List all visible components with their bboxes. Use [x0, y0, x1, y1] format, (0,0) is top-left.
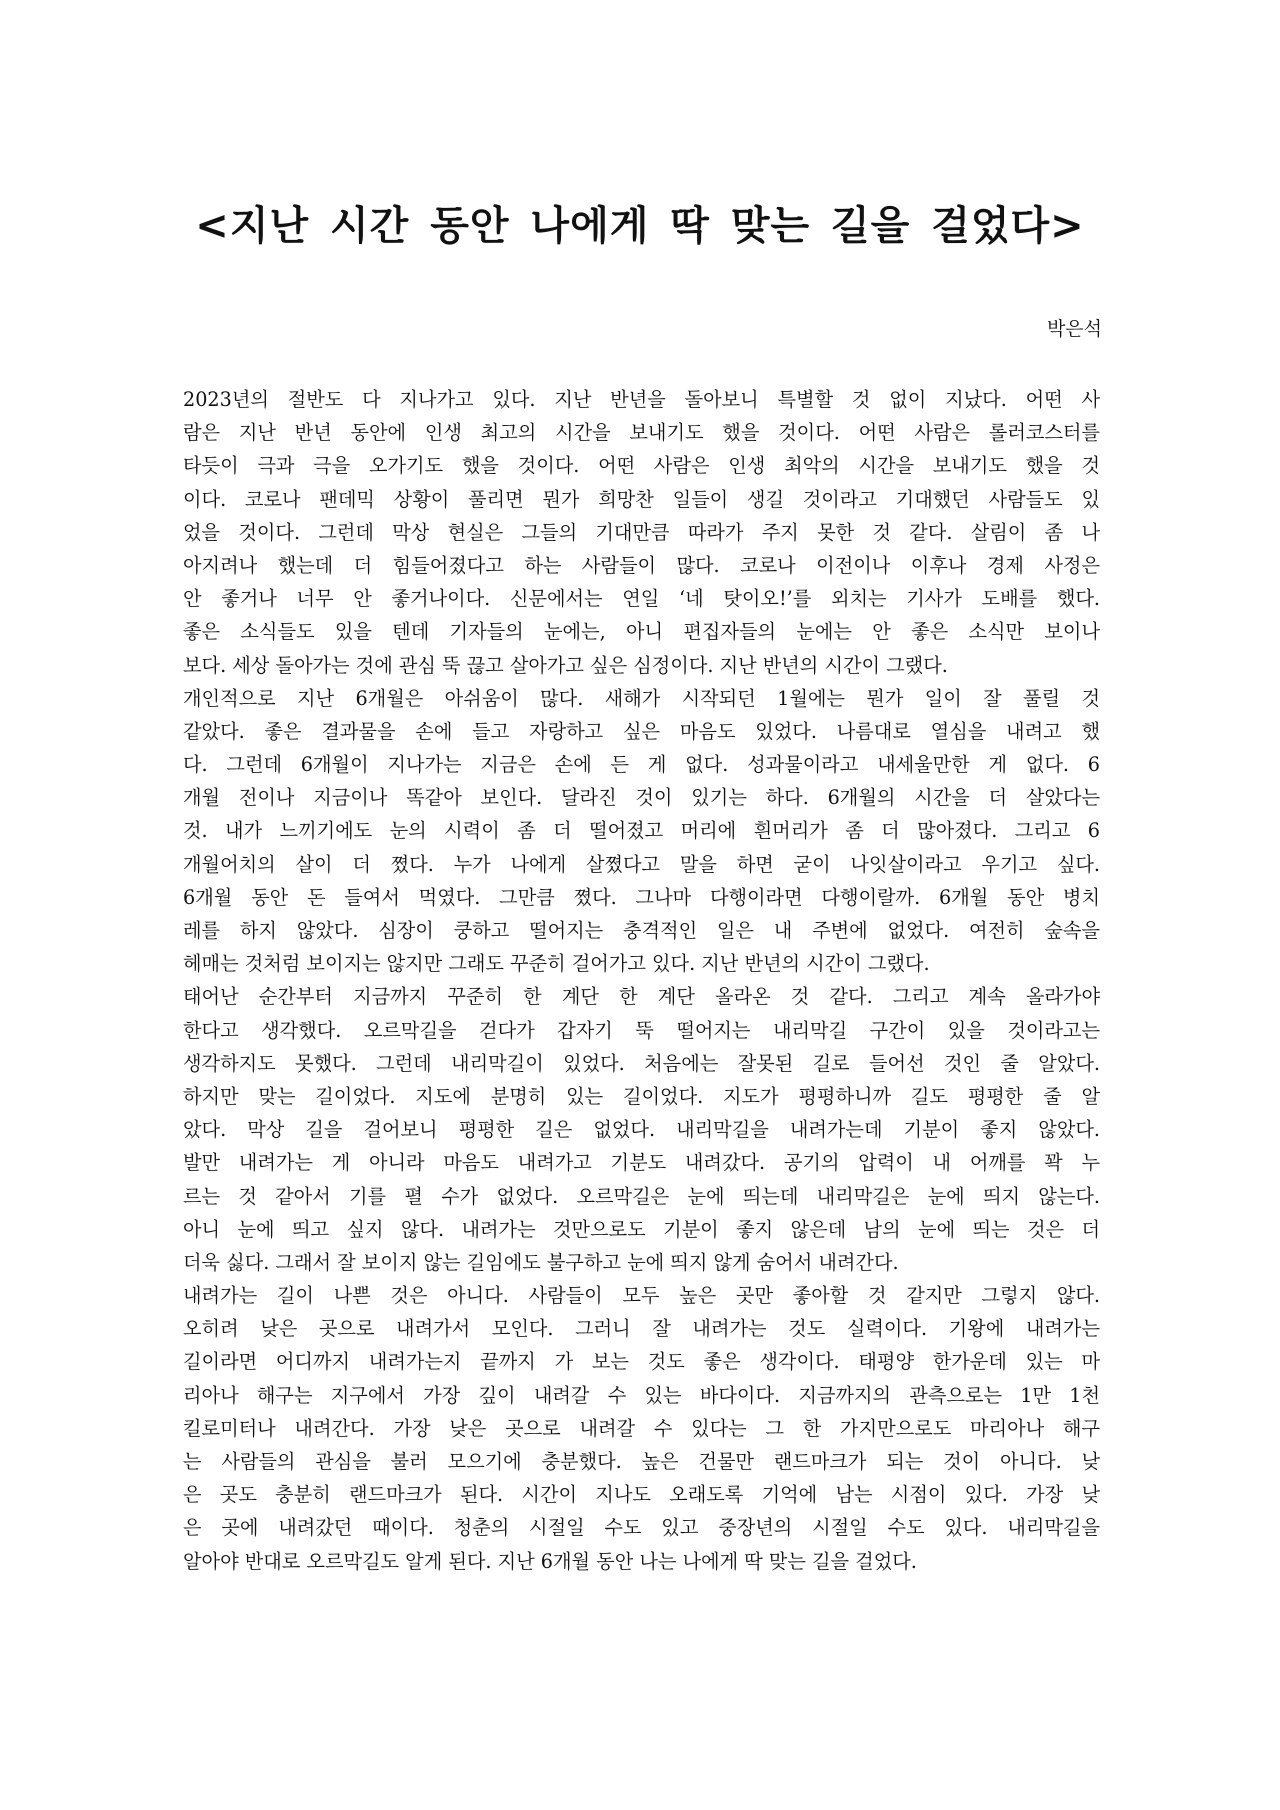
- text-line: 타듯이 극과 극을 오가기도 했을 것이다. 어떤 사람은 인생 최악의 시간을 보내기도 했을 것: [183, 454, 1100, 478]
- text-line: 리아나 해구는 지구에서 가장 깊이 내려갈 수 있는 바다이다. 지금까지의 관측으로는 1만 1천: [183, 1383, 1100, 1407]
- text-line: 것. 내가 느끼기에도 눈의 시력이 좀 더 떨어졌고 머리에 흰머리가 좀 더 많아졌다. 그리고 6: [183, 819, 1100, 843]
- text-line: 헤매는 것처럼 보이지는 않지만 그래도 꾸준히 걸어가고 있다. 지난 반년의 시간이 그랬다.: [183, 952, 930, 976]
- text-line: 6개월 동안 돈 들여서 먹였다. 그만큼 쪘다. 그나마 다행이라면 다행이랄까. 6개월 동안 병치: [183, 885, 1100, 909]
- text-line: 레를 하지 않았다. 심장이 쿵하고 떨어지는 충격적인 일은 내 주변에 없었다. 여전히 숲속을: [183, 919, 1100, 942]
- paragraph-3: [183, 980, 1100, 1279]
- text-line: 는 사람들의 관심을 불러 모으기에 충분했다. 높은 건물만 랜드마크가 되는 것이 아니다. 낮: [183, 1450, 1100, 1473]
- text-line: 은 곳도 충분히 랜드마크가 된다. 시간이 지나도 오래도록 기억에 남는 시점이 있다. 가장 낮: [183, 1483, 1100, 1507]
- document-title: <지난 시간 동안 나에게 딱 맞는 길을 걸었다>: [195, 203, 1085, 249]
- text-line: 오히려 낮은 곳으로 내려가서 모인다. 그러니 잘 내려가는 것도 실력이다. 기왕에 내려가는: [183, 1317, 1100, 1341]
- text-line: 한다고 생각했다. 오르막길을 걷다가 갑자기 뚝 떨어지는 내리막길 구간이 있을 것이라고는: [183, 1018, 1100, 1042]
- text-line: 람은 지난 반년 동안에 인생 최고의 시간을 보내기도 했을 것이다. 어떤 사람은 롤러코스터를: [183, 421, 1100, 445]
- text-line: 이다. 코로나 팬데믹 상황이 풀리면 뭔가 희망찬 일들이 생길 것이라고 기대했던 사람들도 있: [183, 487, 1100, 511]
- text-line: 2023년의 절반도 다 지나가고 있다. 지난 반년을 돌아보니 특별할 것 없이 지났다. 어떤 사: [183, 388, 1100, 411]
- text-line: 았다. 막상 길을 걸어보니 평평한 길은 없었다. 내리막길을 내려가는데 기분이 좋지 않았다.: [183, 1118, 1100, 1142]
- text-line: 내려가는 길이 나쁜 것은 아니다. 사람들이 모두 높은 곳만 좋아할 것 같지만 그렇지 않다.: [183, 1284, 1100, 1308]
- text-line: 개월어치의 살이 더 쪘다. 누가 나에게 살쪘다고 말을 하면 굳이 나잇살이라고 우기고 싶다.: [183, 852, 1100, 876]
- text-line: 개인적으로 지난 6개월은 아쉬움이 많다. 새해가 시작되던 1월에는 뭔가 일이 잘 풀릴 것: [183, 686, 1100, 710]
- text-line: 길이라면 어디까지 내려가는지 끝까지 가 보는 것도 좋은 생각이다. 태평양 한가운데 있는 마: [183, 1350, 1100, 1374]
- text-line: 더욱 싫다. 그래서 잘 보이지 않는 길임에도 불구하고 눈에 띄지 않게 숨어서 내려간다.: [183, 1250, 899, 1274]
- text-line: 은 곳에 내려갔던 때이다. 청춘의 시절일 수도 있고 중장년의 시절일 수도 있다. 내리막길을: [183, 1516, 1100, 1540]
- paragraph-2: [183, 682, 1100, 981]
- text-line: 안 좋거나 너무 안 좋거나이다. 신문에서는 연일 ‘네 탓이오!’를 외치는 기사가 도배를 했다.: [183, 587, 1100, 611]
- text-line: 알아야 반대로 오르막길도 알게 된다. 지난 6개월 동안 나는 나에게 딱 맞는 길을 걸었다.: [183, 1549, 917, 1573]
- text-line: 하지만 맞는 길이었다. 지도에 분명히 있는 길이었다. 지도가 평평하니까 길도 평평한 줄 알: [183, 1084, 1100, 1108]
- text-line: 태어난 순간부터 지금까지 꾸준히 한 계단 한 계단 올라온 것 같다. 그리고 계속 올라가야: [183, 985, 1100, 1009]
- text-line: 었을 것이다. 그런데 막상 현실은 그들의 기대만큼 따라가 주지 못한 것 같다. 살림이 좀 나: [183, 520, 1100, 544]
- text-line: 아니 눈에 띄고 싶지 않다. 내려가는 것만으로도 기분이 좋지 않은데 남의 눈에 띄는 것은 더: [183, 1217, 1100, 1241]
- text-line: 아지려나 했는데 더 힘들어졌다고 하는 사람들이 많다. 코로나 이전이나 이후나 경제 사정은: [183, 553, 1100, 577]
- text-line: 킬로미터나 내려간다. 가장 낮은 곳으로 내려갈 수 있다는 그 한 가지만으로도 마리아나 해구: [183, 1416, 1100, 1440]
- author-name: 박은석: [1046, 318, 1102, 340]
- text-line: 발만 내려가는 게 아니라 마음도 내려가고 기분도 내려갔다. 공기의 압력이 내 어깨를 꽉 누: [183, 1151, 1100, 1175]
- text-line: 개월 전이나 지금이나 똑같아 보인다. 달라진 것이 있기는 하다. 6개월의 시간을 더 살았다는: [183, 786, 1100, 810]
- paragraph-1: [183, 383, 1100, 682]
- text-line: 보다. 세상 돌아가는 것에 관심 뚝 끊고 살아가고 싶은 심정이다. 지난 반년의 시간이 그랬다.: [183, 653, 948, 677]
- text-line: 다. 그런데 6개월이 지나가는 지금은 손에 든 게 없다. 성과물이라고 내세울만한 게 없다. 6: [183, 753, 1100, 777]
- text-line: 같았다. 좋은 결과물을 손에 들고 자랑하고 싶은 마음도 있었다. 나름대로 열심을 내려고 했: [183, 719, 1100, 743]
- document-body: [183, 383, 1100, 1578]
- paragraph-4: [183, 1279, 1100, 1578]
- text-line: 르는 것 같아서 기를 펼 수가 없었다. 오르막길은 눈에 띄는데 내리막길은 눈에 띄지 않는다.: [183, 1184, 1100, 1208]
- text-line: 좋은 소식들도 있을 텐데 기자들의 눈에는, 아니 편집자들의 눈에는 안 좋은 소식만 보이나: [183, 620, 1100, 644]
- text-line: 생각하지도 못했다. 그런데 내리막길이 있었다. 처음에는 잘못된 길로 들어선 것인 줄 알았다.: [183, 1051, 1100, 1075]
